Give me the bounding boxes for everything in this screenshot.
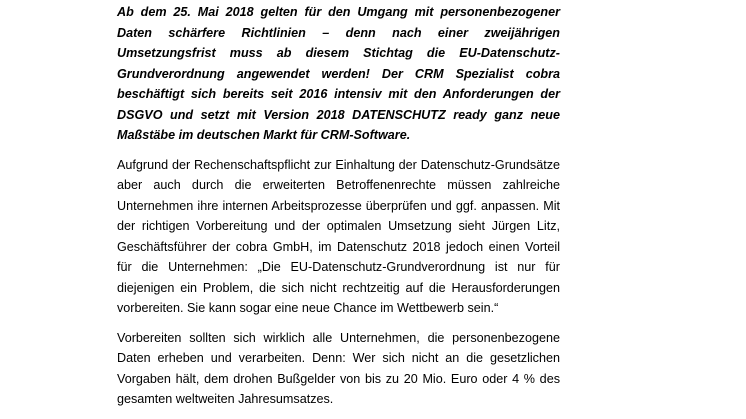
body-paragraph-1: Aufgrund der Rechenschaftspflicht zur Einhaltung der Datenschutz-Grundsätze aber auch durch die erweiterten Betroffenenrechte müssen zahlreiche Unternehmen ihre internen Arbeitsprozesse überprüfen und ggf. anpassen. Mit der richtigen Vorbereitung und der optimalen Umsetzung sieht Jürgen Litz, Geschäftsführer der cobra GmbH, im Datenschutz 2018 jedoch einen Vorteil für die Unternehmen: „Die EU-Datenschutz-Grundverordnung ist nur für diejenigen ein Problem, die sich nicht rechtzeitig auf die Herausforderungen vorbereiten. Sie kann sogar eine neue Chance im Wettbewerb sein.“ <box>117 157 560 315</box>
document-page <box>117 2 560 419</box>
body-paragraph-2: Vorbereiten sollten sich wirklich alle Unternehmen, die personenbezogene Daten erheben und verarbeiten. Denn: Wer sich nicht an die gesetzlichen Vorgaben hält, dem drohen Bußgelder von bis zu 20 Mio. Euro oder 4 % des gesamten weltweiten Jahresumsatzes. <box>117 330 560 406</box>
lead-paragraph: Ab dem 25. Mai 2018 gelten für den Umgang mit personenbezogener Daten schärfere Richtlinien – denn nach einer zweijährigen Umsetzungsfrist muss ab diesem Stichtag die EU-Datenschutz-Grundverordnung angewendet werden! Der CRM Spezialist cobra beschäftigt sich bereits seit 2016 intensiv mit den Anforderungen der DSGVO und setzt mit Version 2018 DATENSCHUTZ ready ganz neue Maßstäbe im deutschen Markt für CRM-Software. <box>117 5 560 142</box>
